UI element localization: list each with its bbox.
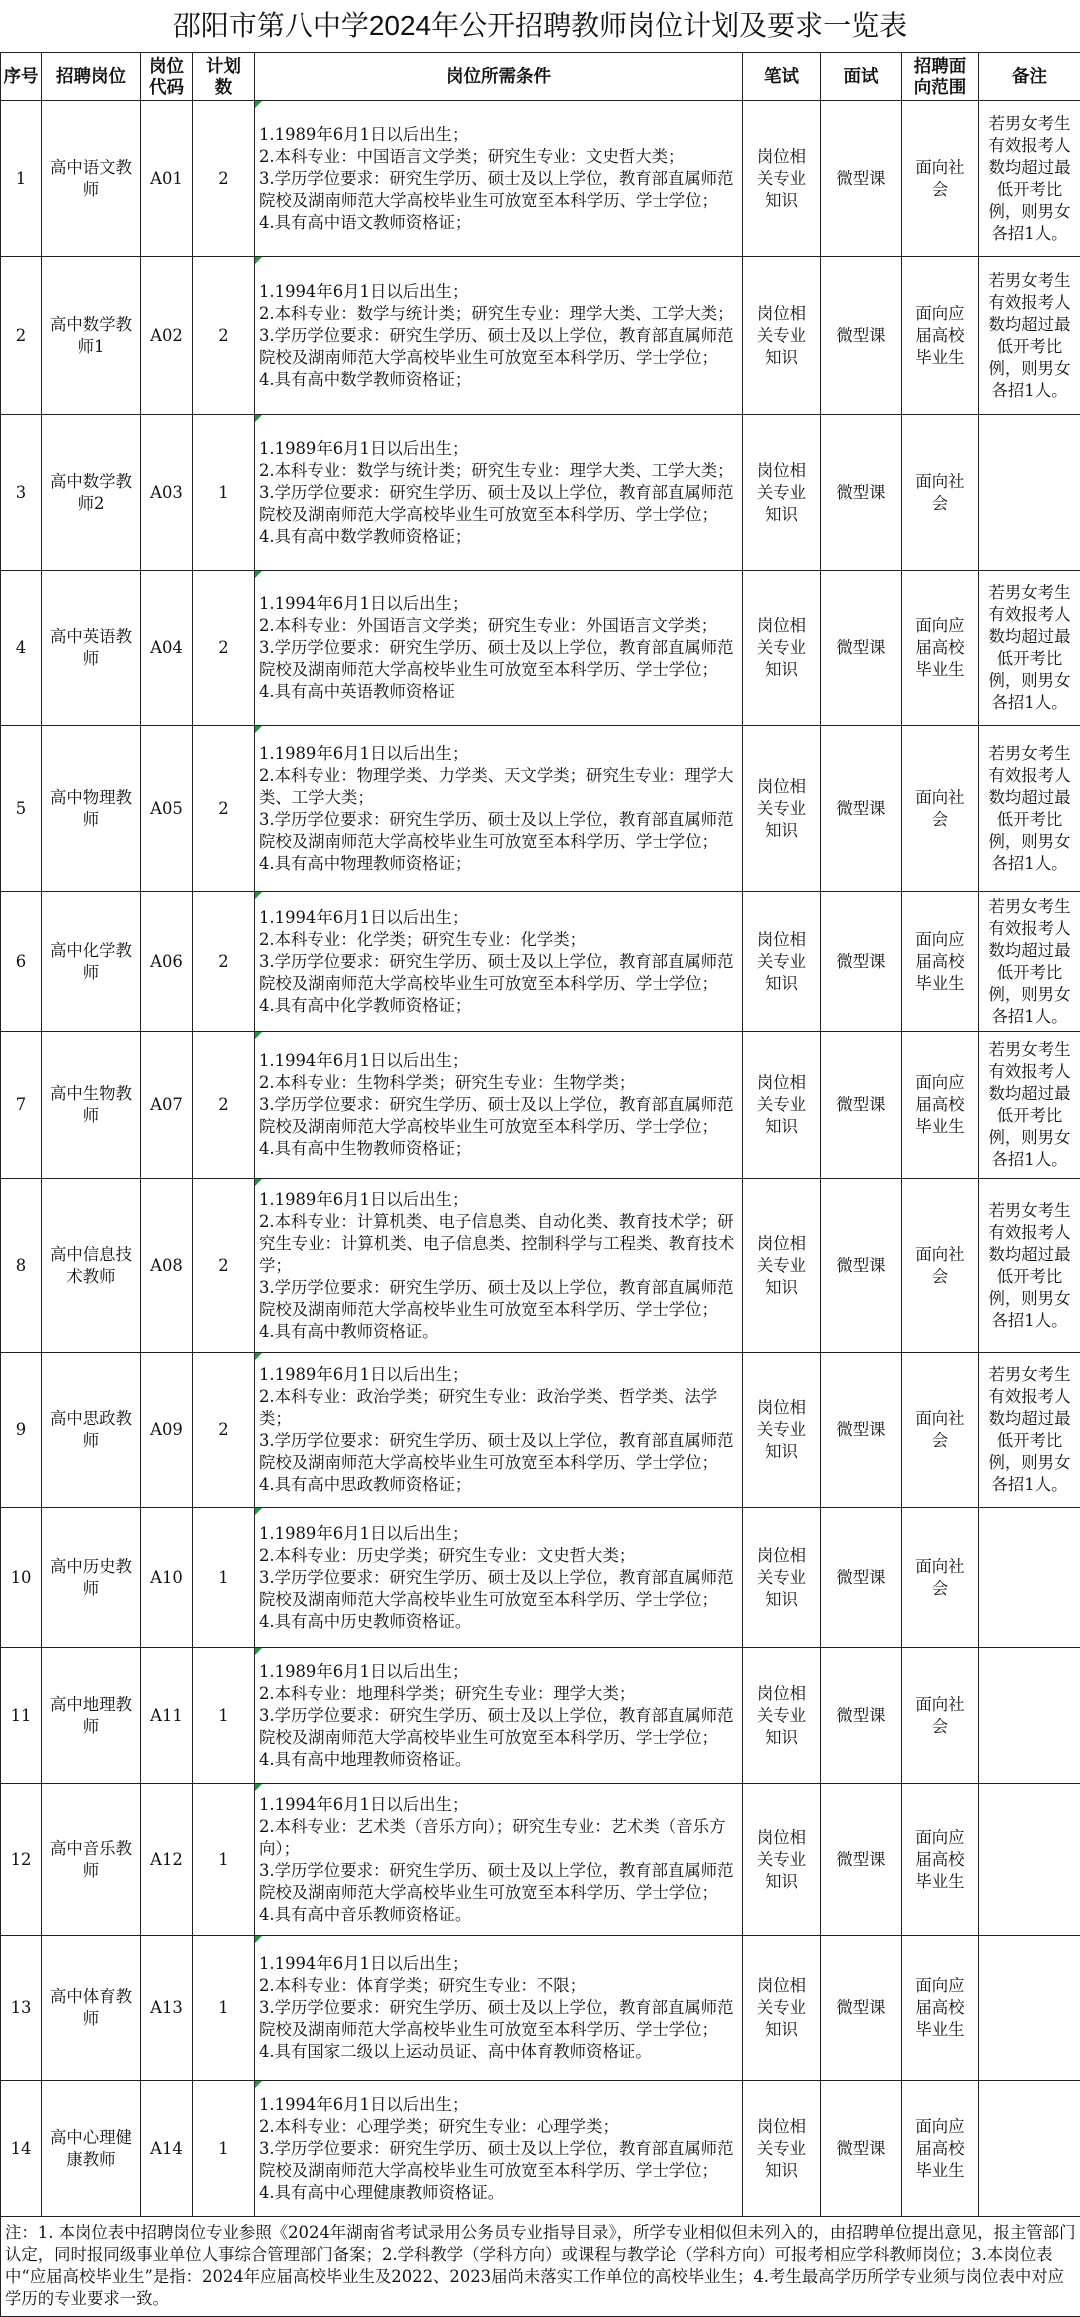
cell-scope: 面向应届高校毕业生: [902, 257, 979, 415]
condition-item: 2.本科专业：中国语言文学类；研究生专业：文史哲大类；: [259, 146, 740, 168]
condition-item: 4.具有高中生物教师资格证；: [259, 1138, 740, 1160]
cell-interview: 微型课: [821, 2081, 902, 2217]
cell-interview: 微型课: [821, 1648, 902, 1784]
cell-remark: [979, 1508, 1080, 1648]
cell-written-exam: 岗位相关专业知识: [743, 101, 821, 257]
cell-count: 2: [193, 892, 255, 1032]
table-row: [1, 415, 1080, 571]
cell-count: 1: [193, 1648, 255, 1784]
cell-code: A04: [141, 571, 193, 726]
cell-conditions: [255, 101, 743, 257]
condition-item: 2.本科专业：体育学类；研究生专业：不限；: [259, 1975, 740, 1997]
header-code: 岗位代码: [141, 53, 193, 101]
condition-item: 1.1989年6月1日以后出生；: [259, 124, 740, 146]
condition-item: 1.1989年6月1日以后出生；: [259, 743, 740, 765]
cell-serial: 2: [1, 257, 42, 415]
cell-conditions: [255, 1936, 743, 2081]
cell-written-exam: 岗位相关专业知识: [743, 1936, 821, 2081]
cell-written-exam: 岗位相关专业知识: [743, 2081, 821, 2217]
condition-item: 1.1989年6月1日以后出生；: [259, 1364, 740, 1386]
cell-count: 2: [193, 257, 255, 415]
cell-scope: 面向应届高校毕业生: [902, 892, 979, 1032]
cell-written-exam: 岗位相关专业知识: [743, 1508, 821, 1648]
cell-conditions: [255, 1179, 743, 1353]
cell-scope: 面向应届高校毕业生: [902, 571, 979, 726]
cell-remark: 若男女考生有效报考人数均超过最低开考比例，则男女各招1人。: [979, 726, 1080, 892]
cell-remark: 若男女考生有效报考人数均超过最低开考比例，则男女各招1人。: [979, 1032, 1080, 1179]
cell-code: A03: [141, 415, 193, 571]
table-row: [1, 1508, 1080, 1648]
cell-code: A02: [141, 257, 193, 415]
cell-position: 高中物理教师: [42, 726, 141, 892]
cell-remark: [979, 1648, 1080, 1784]
table-body: [1, 101, 1080, 2217]
cell-serial: 7: [1, 1032, 42, 1179]
header-count: 计划数: [193, 53, 255, 101]
condition-item: 4.具有高中教师资格证。: [259, 1321, 740, 1343]
cell-serial: 11: [1, 1648, 42, 1784]
cell-interview: 微型课: [821, 1936, 902, 2081]
condition-item: 2.本科专业：物理学类、力学类、天文学类；研究生专业：理学大类、工学大类；: [259, 765, 740, 809]
cell-position: 高中历史教师: [42, 1508, 141, 1648]
table-row: [1, 1936, 1080, 2081]
cell-scope: 面向社会: [902, 1353, 979, 1508]
condition-item: 3.学历学位要求：研究生学历、硕士及以上学位，教育部直属师范院校及湖南师范大学高校毕业生可放宽至本科学历、学士学位；: [259, 1567, 740, 1611]
table-row: [1, 101, 1080, 257]
condition-item: 2.本科专业：地理科学类；研究生专业：理学大类；: [259, 1683, 740, 1705]
cell-scope: 面向应届高校毕业生: [902, 1936, 979, 2081]
cell-position: 高中化学教师: [42, 892, 141, 1032]
condition-item: 4.具有高中地理教师资格证。: [259, 1749, 740, 1771]
cell-count: 2: [193, 726, 255, 892]
cell-conditions: [255, 1508, 743, 1648]
cell-conditions: [255, 1353, 743, 1508]
cell-conditions: [255, 1032, 743, 1179]
condition-item: 4.具有高中英语教师资格证: [259, 681, 740, 703]
cell-interview: 微型课: [821, 1784, 902, 1936]
condition-item: 3.学历学位要求：研究生学历、硕士及以上学位，教育部直属师范院校及湖南师范大学高校毕业生可放宽至本科学历、学士学位；: [259, 951, 740, 995]
condition-item: 4.具有高中数学教师资格证；: [259, 526, 740, 548]
condition-item: 1.1994年6月1日以后出生；: [259, 281, 740, 303]
cell-interview: 微型课: [821, 1179, 902, 1353]
header-serial: 序号: [1, 53, 42, 101]
condition-item: 2.本科专业：数学与统计类；研究生专业：理学大类、工学大类；: [259, 460, 740, 482]
cell-remark: 若男女考生有效报考人数均超过最低开考比例，则男女各招1人。: [979, 1353, 1080, 1508]
condition-item: 2.本科专业：数学与统计类；研究生专业：理学大类、工学大类；: [259, 303, 740, 325]
condition-item: 4.具有高中物理教师资格证；: [259, 853, 740, 875]
cell-code: A07: [141, 1032, 193, 1179]
cell-remark: 若男女考生有效报考人数均超过最低开考比例，则男女各招1人。: [979, 892, 1080, 1032]
cell-conditions: [255, 892, 743, 1032]
cell-conditions: [255, 257, 743, 415]
cell-code: A01: [141, 101, 193, 257]
table-row: [1, 1784, 1080, 1936]
cell-code: A14: [141, 2081, 193, 2217]
cell-conditions: [255, 2081, 743, 2217]
condition-item: 4.具有高中心理健康教师资格证。: [259, 2182, 740, 2204]
condition-item: 3.学历学位要求：研究生学历、硕士及以上学位，教育部直属师范院校及湖南师范大学高校毕业生可放宽至本科学历、学士学位；: [259, 325, 740, 369]
cell-remark: [979, 2081, 1080, 2217]
cell-code: A12: [141, 1784, 193, 1936]
condition-item: 3.学历学位要求：研究生学历、硕士及以上学位，教育部直属师范院校及湖南师范大学高校毕业生可放宽至本科学历、学士学位；: [259, 637, 740, 681]
condition-item: 2.本科专业：艺术类（音乐方向）；研究生专业：艺术类（音乐方向）；: [259, 1816, 740, 1860]
cell-serial: 8: [1, 1179, 42, 1353]
cell-scope: 面向社会: [902, 1648, 979, 1784]
condition-item: 2.本科专业：生物科学类；研究生专业：生物学类；: [259, 1072, 740, 1094]
table-row: [1, 1648, 1080, 1784]
cell-count: 1: [193, 1936, 255, 2081]
condition-item: 3.学历学位要求：研究生学历、硕士及以上学位，教育部直属师范院校及湖南师范大学高校毕业生可放宽至本科学历、学士学位；: [259, 1094, 740, 1138]
cell-count: 2: [193, 1353, 255, 1508]
condition-item: 1.1994年6月1日以后出生；: [259, 1953, 740, 1975]
cell-serial: 4: [1, 571, 42, 726]
table-row: [1, 1179, 1080, 1353]
cell-remark: [979, 1784, 1080, 1936]
cell-interview: 微型课: [821, 415, 902, 571]
condition-item: 4.具有高中数学教师资格证；: [259, 369, 740, 391]
cell-scope: 面向社会: [902, 415, 979, 571]
cell-interview: 微型课: [821, 892, 902, 1032]
cell-serial: 12: [1, 1784, 42, 1936]
cell-serial: 1: [1, 101, 42, 257]
table-row: [1, 257, 1080, 415]
cell-remark: 若男女考生有效报考人数均超过最低开考比例，则男女各招1人。: [979, 257, 1080, 415]
cell-count: 1: [193, 1508, 255, 1648]
cell-position: 高中心理健康教师: [42, 2081, 141, 2217]
header-written-exam: 笔试: [743, 53, 821, 101]
cell-serial: 9: [1, 1353, 42, 1508]
cell-interview: 微型课: [821, 726, 902, 892]
table-row: [1, 892, 1080, 1032]
cell-position: 高中数学教师1: [42, 257, 141, 415]
cell-written-exam: 岗位相关专业知识: [743, 415, 821, 571]
cell-code: A05: [141, 726, 193, 892]
cell-count: 1: [193, 2081, 255, 2217]
condition-item: 1.1994年6月1日以后出生；: [259, 1050, 740, 1072]
cell-conditions: [255, 1648, 743, 1784]
cell-position: 高中音乐教师: [42, 1784, 141, 1936]
cell-conditions: [255, 571, 743, 726]
cell-written-exam: 岗位相关专业知识: [743, 1353, 821, 1508]
condition-item: 2.本科专业：外国语言文学类；研究生专业：外国语言文学类；: [259, 615, 740, 637]
cell-position: 高中生物教师: [42, 1032, 141, 1179]
condition-item: 3.学历学位要求：研究生学历、硕士及以上学位，教育部直属师范院校及湖南师范大学高校毕业生可放宽至本科学历、学士学位；: [259, 2138, 740, 2182]
cell-interview: 微型课: [821, 101, 902, 257]
cell-count: 1: [193, 415, 255, 571]
condition-item: 1.1989年6月1日以后出生；: [259, 438, 740, 460]
recruitment-table: [0, 52, 1080, 2317]
cell-code: A13: [141, 1936, 193, 2081]
condition-item: 4.具有高中语文教师资格证；: [259, 212, 740, 234]
cell-position: 高中英语教师: [42, 571, 141, 726]
cell-written-exam: 岗位相关专业知识: [743, 257, 821, 415]
condition-item: 2.本科专业：政治学类；研究生专业：政治学类、哲学类、法学类；: [259, 1386, 740, 1430]
cell-count: 2: [193, 571, 255, 726]
cell-code: A11: [141, 1648, 193, 1784]
condition-item: 3.学历学位要求：研究生学历、硕士及以上学位，教育部直属师范院校及湖南师范大学高校毕业生可放宽至本科学历、学士学位；: [259, 1860, 740, 1904]
table-row: [1, 571, 1080, 726]
condition-item: 3.学历学位要求：研究生学历、硕士及以上学位，教育部直属师范院校及湖南师范大学高校毕业生可放宽至本科学历、学士学位；: [259, 482, 740, 526]
cell-written-exam: 岗位相关专业知识: [743, 1179, 821, 1353]
cell-scope: 面向应届高校毕业生: [902, 1032, 979, 1179]
cell-position: 高中语文教师: [42, 101, 141, 257]
condition-item: 1.1989年6月1日以后出生；: [259, 1523, 740, 1545]
cell-remark: 若男女考生有效报考人数均超过最低开考比例，则男女各招1人。: [979, 101, 1080, 257]
cell-position: 高中信息技术教师: [42, 1179, 141, 1353]
cell-interview: 微型课: [821, 1353, 902, 1508]
cell-scope: 面向社会: [902, 1179, 979, 1353]
note-row: [1, 2217, 1080, 2317]
header-remark: 备注: [979, 53, 1080, 101]
cell-position: 高中思政教师: [42, 1353, 141, 1508]
cell-interview: 微型课: [821, 257, 902, 415]
condition-item: 4.具有高中历史教师资格证。: [259, 1611, 740, 1633]
cell-interview: 微型课: [821, 1508, 902, 1648]
condition-item: 2.本科专业：计算机类、电子信息类、自动化类、教育技术学；研究生专业：计算机类、电子信息类、控制科学与工程类、教育技术学；: [259, 1211, 740, 1277]
table-row: [1, 726, 1080, 892]
condition-item: 2.本科专业：历史学类；研究生专业：文史哲大类；: [259, 1545, 740, 1567]
cell-count: 2: [193, 1179, 255, 1353]
cell-count: 1: [193, 1784, 255, 1936]
cell-code: A06: [141, 892, 193, 1032]
cell-serial: 3: [1, 415, 42, 571]
condition-item: 2.本科专业：心理学类；研究生专业：心理学类；: [259, 2116, 740, 2138]
condition-item: 4.具有高中化学教师资格证；: [259, 995, 740, 1017]
header-scope: 招聘面向范围: [902, 53, 979, 101]
cell-written-exam: 岗位相关专业知识: [743, 726, 821, 892]
cell-serial: 6: [1, 892, 42, 1032]
condition-item: 1.1994年6月1日以后出生；: [259, 907, 740, 929]
cell-serial: 14: [1, 2081, 42, 2217]
condition-item: 1.1989年6月1日以后出生；: [259, 1189, 740, 1211]
footnote: 注：1. 本岗位表中招聘岗位专业参照《2024年湖南省考试录用公务员专业指导目录》，所学专业相似但未列入的，由招聘单位提出意见，报主管部门认定，同时报同级事业单位人事综合管理部门备案；2.学科教学（学科方向）或课程与教学论（学科方向）可报考相应学科教师岗位；3.本岗位表中“应届高校毕业生”是指：2024年应届高校毕业生及2022、2023届尚未落实工作单位的高校毕业生；4.考生最高学历所学专业须与岗位表中对应学历的专业要求一致。: [1, 2217, 1080, 2317]
header-row: [1, 53, 1080, 101]
page-title: 邵阳市第八中学2024年公开招聘教师岗位计划及要求一览表: [0, 0, 1080, 52]
cell-remark: [979, 1936, 1080, 2081]
header-conditions: 岗位所需条件: [255, 53, 743, 101]
table-row: [1, 1032, 1080, 1179]
cell-remark: 若男女考生有效报考人数均超过最低开考比例，则男女各招1人。: [979, 1179, 1080, 1353]
cell-code: A08: [141, 1179, 193, 1353]
cell-conditions: [255, 1784, 743, 1936]
cell-serial: 5: [1, 726, 42, 892]
cell-written-exam: 岗位相关专业知识: [743, 892, 821, 1032]
cell-serial: 13: [1, 1936, 42, 2081]
table-row: [1, 2081, 1080, 2217]
condition-item: 3.学历学位要求：研究生学历、硕士及以上学位，教育部直属师范院校及湖南师范大学高校毕业生可放宽至本科学历、学士学位；: [259, 168, 740, 212]
cell-position: 高中数学教师2: [42, 415, 141, 571]
cell-scope: 面向应届高校毕业生: [902, 1784, 979, 1936]
condition-item: 3.学历学位要求：研究生学历、硕士及以上学位，教育部直属师范院校及湖南师范大学高校毕业生可放宽至本科学历、学士学位；: [259, 1705, 740, 1749]
cell-scope: 面向社会: [902, 1508, 979, 1648]
cell-written-exam: 岗位相关专业知识: [743, 571, 821, 726]
condition-item: 1.1994年6月1日以后出生；: [259, 1794, 740, 1816]
cell-written-exam: 岗位相关专业知识: [743, 1784, 821, 1936]
cell-count: 2: [193, 101, 255, 257]
condition-item: 3.学历学位要求：研究生学历、硕士及以上学位，教育部直属师范院校及湖南师范大学高校毕业生可放宽至本科学历、学士学位；: [259, 1997, 740, 2041]
header-position: 招聘岗位: [42, 53, 141, 101]
cell-scope: 面向社会: [902, 101, 979, 257]
condition-item: 3.学历学位要求：研究生学历、硕士及以上学位，教育部直属师范院校及湖南师范大学高校毕业生可放宽至本科学历、学士学位；: [259, 1277, 740, 1321]
cell-remark: 若男女考生有效报考人数均超过最低开考比例，则男女各招1人。: [979, 571, 1080, 726]
cell-count: 2: [193, 1032, 255, 1179]
cell-conditions: [255, 726, 743, 892]
header-interview: 面试: [821, 53, 902, 101]
cell-written-exam: 岗位相关专业知识: [743, 1648, 821, 1784]
condition-item: 3.学历学位要求：研究生学历、硕士及以上学位，教育部直属师范院校及湖南师范大学高校毕业生可放宽至本科学历、学士学位；: [259, 1430, 740, 1474]
cell-scope: 面向社会: [902, 726, 979, 892]
table-row: [1, 1353, 1080, 1508]
cell-code: A09: [141, 1353, 193, 1508]
condition-item: 4.具有国家二级以上运动员证、高中体育教师资格证。: [259, 2041, 740, 2063]
condition-item: 3.学历学位要求：研究生学历、硕士及以上学位，教育部直属师范院校及湖南师范大学高校毕业生可放宽至本科学历、学士学位；: [259, 809, 740, 853]
condition-item: 2.本科专业：化学类；研究生专业：化学类；: [259, 929, 740, 951]
condition-item: 4.具有高中音乐教师资格证。: [259, 1904, 740, 1926]
cell-position: 高中体育教师: [42, 1936, 141, 2081]
cell-code: A10: [141, 1508, 193, 1648]
condition-item: 1.1994年6月1日以后出生；: [259, 593, 740, 615]
cell-position: 高中地理教师: [42, 1648, 141, 1784]
cell-conditions: [255, 415, 743, 571]
condition-item: 1.1994年6月1日以后出生；: [259, 2094, 740, 2116]
condition-item: 1.1989年6月1日以后出生；: [259, 1661, 740, 1683]
cell-written-exam: 岗位相关专业知识: [743, 1032, 821, 1179]
cell-remark: [979, 415, 1080, 571]
cell-serial: 10: [1, 1508, 42, 1648]
condition-item: 4.具有高中思政教师资格证；: [259, 1474, 740, 1496]
cell-interview: 微型课: [821, 571, 902, 726]
cell-scope: 面向应届高校毕业生: [902, 2081, 979, 2217]
cell-interview: 微型课: [821, 1032, 902, 1179]
